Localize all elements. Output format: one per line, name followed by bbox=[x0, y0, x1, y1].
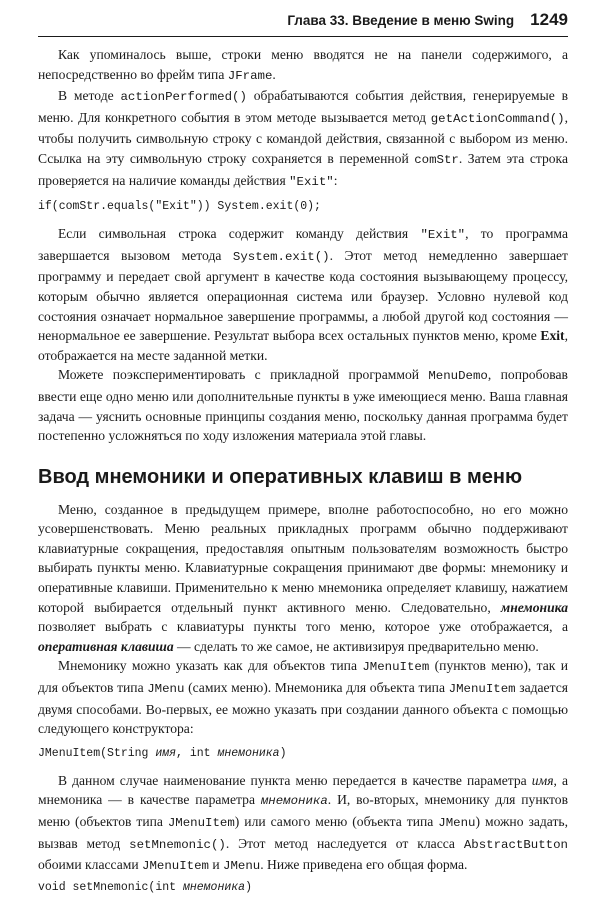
inline-code: actionPerformed() bbox=[120, 90, 247, 105]
inline-code: MenuDemo bbox=[428, 369, 488, 384]
inline-code: "Exit" bbox=[289, 174, 334, 189]
inline-code: setMnemonic() bbox=[129, 837, 226, 852]
emphasis-term: мнемоника bbox=[500, 599, 568, 615]
inline-code: JMenu bbox=[223, 859, 261, 874]
inline-code: getActionCommand() bbox=[430, 111, 565, 126]
paragraph-4: Можете поэкспериментировать с прикладной программой MenuDemo, попробовав ввести еще одно меню или дополнительные пункты в уже имеющиеся меню. Ваша главная задача — уяснить основные принципы создания меню, поскольку данная программа будет постепенно усложняться по ходу изложения материала этой главы. bbox=[38, 367, 568, 444]
inline-code: comStr bbox=[414, 152, 459, 167]
paragraph-7: В данном случае наименование пункта меню передается в качестве параметра имя, а мнемоника — в качестве параметра мнемоника. И, во-вторых, мнемонику для пунктов меню (объектов типа JMenuItem) или самого меню (объекта типа JMenu) можно задать, вызвав метод setMnemonic(). Этот метод наследуется от класса AbstractButton обоими классами JMenuItem и JMenu. Ниже приведена его общая форма. bbox=[38, 772, 569, 874]
section-heading: Ввод мнемоники и оперативных клавиш в меню bbox=[38, 465, 523, 488]
emphasis-term: оперативная клавиша bbox=[38, 638, 174, 654]
inline-code: "Exit" bbox=[420, 228, 466, 243]
inline-code: JMenuItem bbox=[142, 859, 209, 874]
paragraph-3: Если символьная строка содержит команду действия "Exit", то программа завершается вызовом метода System.exit(). Этот метод немедленно завершает программу и передает свой аргумент в качестве кода состояния вызывающему процессу, которым обычно является операционная система или браузер. Условно нулевой код состояния означает нормальное завершение программы, а любой другой код состояния — ненормальное ее завершение. Результат выбора всех остальных пунктов меню, кроме Exit, отображается на месте заданной метки. bbox=[38, 226, 568, 363]
inline-code: JMenu bbox=[147, 682, 185, 697]
code-block-3: void setMnemonic(int мнемоника) bbox=[38, 880, 252, 894]
inline-code: JMenuItem bbox=[362, 660, 430, 675]
running-header bbox=[38, 10, 568, 37]
paragraph-2: В методе actionPerformed() обрабатываются события действия, генерируемые в меню. Для конкретного события в этом методе вызывается метод getActionCommand(), чтобы получить символьную строку с командой действия, связанной с выбором из меню. Ссылка на эту символьную строку сохраняется в переменной comStr. Затем эта строка проверяется на наличие команды действия "Exit": bbox=[38, 88, 568, 189]
book-page bbox=[38, 10, 568, 905]
inline-code: JFrame bbox=[227, 68, 273, 83]
code-block-2: JMenuItem(String имя, int мнемоника) bbox=[38, 746, 287, 760]
chapter-title: Глава 33. Введение в меню Swing bbox=[287, 13, 515, 28]
page-number: 1249 bbox=[530, 10, 568, 29]
paragraph-1: Как упоминалось выше, строки меню вводятся не на панели содержимого, а непосредственно во фрейм типа JFrame. bbox=[38, 47, 568, 83]
code-block-1: if(comStr.equals("Exit")) System.exit(0); bbox=[38, 200, 321, 214]
inline-code: AbstractButton bbox=[463, 837, 568, 852]
paragraph-5: Меню, созданное в предыдущем примере, вполне работоспособно, но его можно усовершенствовать. Меню реальных прикладных программ обычно поддерживают клавиатурные сокращения, предоставляя опытным пользователям возможность быстро выбирать пункты меню. Клавиатурные сокращения принимают две формы: мнемонику и оперативные клавиши. Применительно к меню мнемоника определяет клавишу, нажатием которой выбирается отдельный пункт активного меню. Следовательно, мнемоника позволяет выбрать с клавиатуры пункты того меню, которое уже отображается, а оперативная клавиша — сделать то же самое, не активизируя предварительно меню. bbox=[38, 501, 568, 654]
paragraph-6: Мнемонику можно указать как для объектов типа JMenuItem (пунктов меню), так и для объектов типа JMenu (самих меню). Мнемоника для объекта типа JMenuItem задается двумя способами. Во-первых, ее можно указать при создании данного объекта с помощью следующего конструктора: bbox=[38, 658, 568, 737]
inline-code: JMenuItem bbox=[448, 682, 516, 697]
inline-code: JMenuItem bbox=[167, 816, 235, 830]
inline-code: JMenu bbox=[438, 816, 476, 830]
inline-code: System.exit() bbox=[232, 249, 330, 264]
